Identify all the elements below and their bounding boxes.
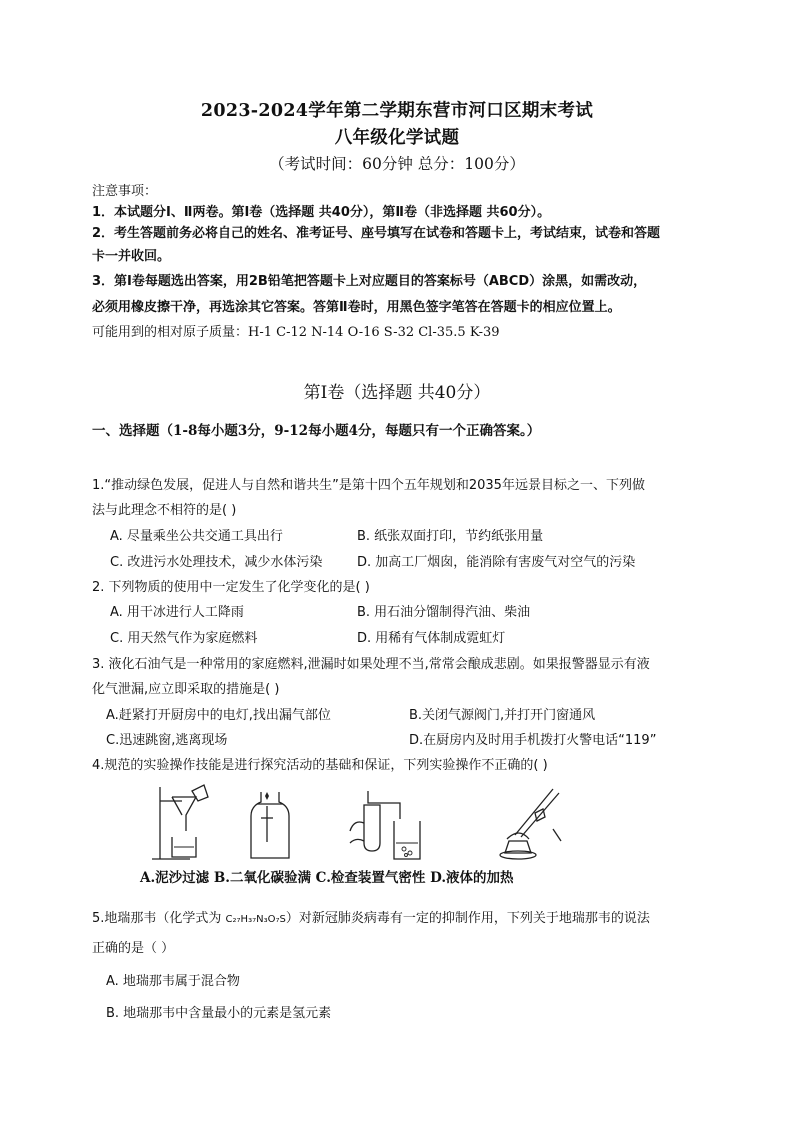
note-item-3-cont: 必须用橡皮擦干净，再选涂其它答案。答第Ⅱ卷时，用黑色签字笔答在答题卡的相应位置上。: [92, 300, 621, 315]
q2-option-a: A. 用干冰进行人工降雨: [110, 605, 244, 620]
exam-title: 2023-2024学年第二学期东营市河口区期末考试: [200, 101, 594, 121]
note-item-2: 2．考生答题前务必将自己的姓名、准考证号、座号填写在试卷和答题卡上，考试结束，试卷和答题: [92, 226, 661, 241]
funnel-filtration-icon: [150, 783, 212, 863]
note-item-2-cont: 卡一并收回。: [92, 249, 171, 264]
q3-stem-line1: 3. 液化石油气是一种常用的家庭燃料,泄漏时如果处理不当,常常会酿成悲剧。如果报警器显示有液: [92, 657, 650, 672]
q2-option-b: B. 用石油分馏制得汽油、柴油: [357, 605, 531, 620]
q3-option-d: D.在厨房内及时用手机拨打火警电话“119”: [409, 733, 657, 748]
q1-option-a: A. 尽量乘坐公共交通工具出行: [110, 529, 283, 544]
q5-stem-pre: 5.地瑞那韦（化学式为: [92, 911, 226, 926]
q5-formula: C₂₇H₃₇N₃O₇S: [225, 914, 286, 925]
q3-option-a: A.赶紧打开厨房中的电灯,找出漏气部位: [106, 708, 331, 723]
q3-stem-line2: 化气泄漏,应立即采取的措施是( ): [92, 682, 280, 697]
notes-heading: 注意事项：: [92, 184, 158, 199]
section-heading: 一、选择题（1-8每小题3分，9-12每小题4分，每题只有一个正确答案。）: [92, 423, 541, 439]
part1-title: 第Ⅰ卷（选择题 共40分）: [303, 383, 491, 403]
q2-option-d: D. 用稀有气体制成霓虹灯: [357, 631, 506, 646]
q3-option-c: C.迅速跳窗,逃离现场: [106, 733, 228, 748]
q5-stem-line2: 正确的是（ ）: [92, 941, 175, 956]
q5-option-a: A. 地瑞那韦属于混合物: [106, 974, 240, 989]
co2-bottle-test-icon: [247, 788, 297, 864]
q5-stem-line1: [92, 907, 650, 926]
q3-option-b: B.关闭气源阀门,并打开门窗通风: [409, 708, 596, 723]
q1-option-c: C. 改进污水处理技术，减少水体污染: [110, 555, 323, 570]
q1-option-d: D. 加高工厂烟囱，能消除有害废气对空气的污染: [357, 555, 636, 570]
note-item-1: 1．本试题分Ⅰ、Ⅱ两卷。第Ⅰ卷（选择题 共40分），第Ⅱ卷（非选择题 共60分）。: [92, 205, 551, 220]
q5-option-b: B. 地瑞那韦中含量最小的元素是氢元素: [106, 1006, 332, 1021]
airtightness-check-icon: [346, 783, 430, 863]
liquid-heating-icon: [485, 783, 571, 863]
q1-option-b: B. 纸张双面打印，节约纸张用量: [357, 529, 544, 544]
q5-stem-post: ）对新冠肺炎病毒有一定的抑制作用，下列关于地瑞那韦的说法: [285, 911, 650, 926]
q4-caption: A.泥沙过滤 B.二氧化碳验满 C.检查装置气密性 D.液体的加热: [140, 870, 514, 886]
q1-stem-line2: 法与此理念不相符的是( ): [92, 503, 237, 518]
q1-stem-line1: 1.“推动绿色发展，促进人与自然和谐共生”是第十四个五年规划和2035年远景目标之一、下列做: [92, 478, 645, 493]
q4-stem: 4.规范的实验操作技能是进行探究活动的基础和保证，下列实验操作不正确的( ): [92, 758, 548, 773]
atomic-masses: 可能用到的相对原子质量：H-1 C-12 N-14 O-16 S-32 Cl-35.5 K-39: [92, 325, 500, 340]
exam-subtitle: 八年级化学试题: [334, 128, 460, 148]
q2-option-c: C. 用天然气作为家庭燃料: [110, 631, 258, 646]
note-item-3: 3．第Ⅰ卷每题选出答案，用2B铅笔把答题卡上对应题目的答案标号（ABCD）涂黑，如需改动，: [92, 274, 647, 289]
q2-stem: 2. 下列物质的使用中一定发生了化学变化的是( ): [92, 580, 370, 595]
exam-info: （考试时间：60分钟 总分：100分）: [269, 155, 525, 173]
